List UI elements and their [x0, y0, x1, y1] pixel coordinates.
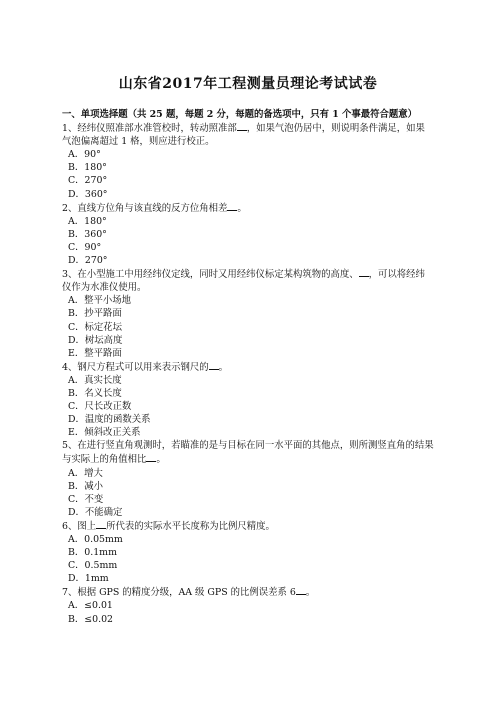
question-stem-text: ，如果气泡仍居中，则说明条件满足，如果气泡偏离超过 1 格，则应进行校正。 — [62, 123, 425, 148]
question-stem-text: 5、在进行竖直角观测时，若瞄准的是与目标在同一水平面的其他点，则所测竖直角的结果与实际上的角值相比 — [62, 440, 434, 466]
question-stem — [62, 439, 434, 466]
answer-option: B．360° — [68, 228, 107, 240]
answer-blank — [96, 519, 106, 529]
answer-option: B．抄平路面 — [68, 308, 122, 320]
answer-option: B．180° — [68, 162, 107, 174]
answer-option: D．不能确定 — [68, 506, 123, 518]
question-stem-text: 2、直线方位角与该直线的反方位角相差 — [62, 202, 228, 214]
question-stem-text: 。 — [305, 587, 316, 599]
answer-option: B．名义长度 — [68, 387, 122, 399]
answer-blank — [227, 201, 237, 211]
question-stem-text: 4、钢尺方程式可以用来表示钢尺的 — [62, 361, 209, 373]
answer-option: D．270° — [68, 255, 108, 267]
answer-option: C．0.5mm — [68, 560, 118, 572]
answer-option: D．树坛高度 — [68, 334, 123, 346]
question-stem-text: 所代表的实际水平长度称为比例尺精度。 — [106, 520, 275, 532]
question-stem — [62, 201, 434, 215]
answer-option: A．≤0.01 — [68, 600, 113, 612]
answer-blank — [209, 360, 219, 370]
question-stem-text: 1、经纬仪照准部水准管校时，转动照准部 — [62, 123, 237, 135]
answer-option: B．≤0.02 — [68, 613, 113, 625]
question-stem-text: 6、图上 — [62, 520, 97, 532]
answer-option: A．180° — [68, 215, 107, 227]
answer-option: D．1mm — [68, 573, 109, 585]
answer-option: A．增大 — [68, 467, 103, 479]
answer-option: C．尺长改正数 — [68, 401, 132, 413]
question-stem-text: 。 — [218, 361, 228, 373]
question-list — [62, 121, 434, 626]
question-stem-text: ，可以将经纬仪作为水准仪使用。 — [62, 269, 425, 294]
answer-option: A．0.05mm — [68, 534, 123, 545]
question-stem-text: 7、根据 GPS 的精度分级，AA 级 GPS 的比例误差系 6 — [62, 587, 296, 599]
answer-blank — [296, 585, 306, 595]
document-title: 山东省2017年工程测量员理论考试试卷 — [118, 76, 378, 92]
answer-blank — [359, 267, 369, 277]
question-stem-text: 。 — [156, 454, 166, 466]
section-heading: 一、单项选择题（共 25 题，每题 2 分，每题的备选项中，只有 1 个事最符合题意） — [62, 109, 418, 120]
answer-option: A．整平小场地 — [68, 295, 132, 307]
question-stem-text: 3、在小型施工中用经纬仪定线，同时又用经纬仪标定某构筑物的高度、 — [62, 269, 359, 281]
question-stem — [62, 121, 434, 148]
answer-blank — [146, 452, 156, 462]
answer-option: E．整平路面 — [68, 347, 122, 359]
answer-option: C．不变 — [68, 493, 104, 505]
answer-option: A．90° — [68, 149, 101, 161]
question-stem — [62, 585, 434, 599]
answer-option: B．减小 — [68, 480, 104, 492]
answer-option: C．90° — [68, 241, 102, 253]
answer-option: C．标定花坛 — [68, 321, 123, 333]
question-stem — [62, 519, 434, 533]
answer-option: B．0.1mm — [68, 547, 117, 559]
question-stem — [62, 360, 434, 374]
answer-option: A．真实长度 — [68, 374, 122, 386]
answer-option: E．倾斜改正关系 — [68, 427, 141, 439]
question-stem-text: 。 — [237, 202, 247, 214]
answer-option: D．360° — [68, 188, 108, 200]
question-stem — [62, 267, 434, 294]
document-body — [62, 108, 434, 626]
answer-option: D．温度的函数关系 — [68, 414, 151, 426]
answer-option: C．270° — [68, 175, 108, 187]
answer-blank — [237, 121, 247, 131]
